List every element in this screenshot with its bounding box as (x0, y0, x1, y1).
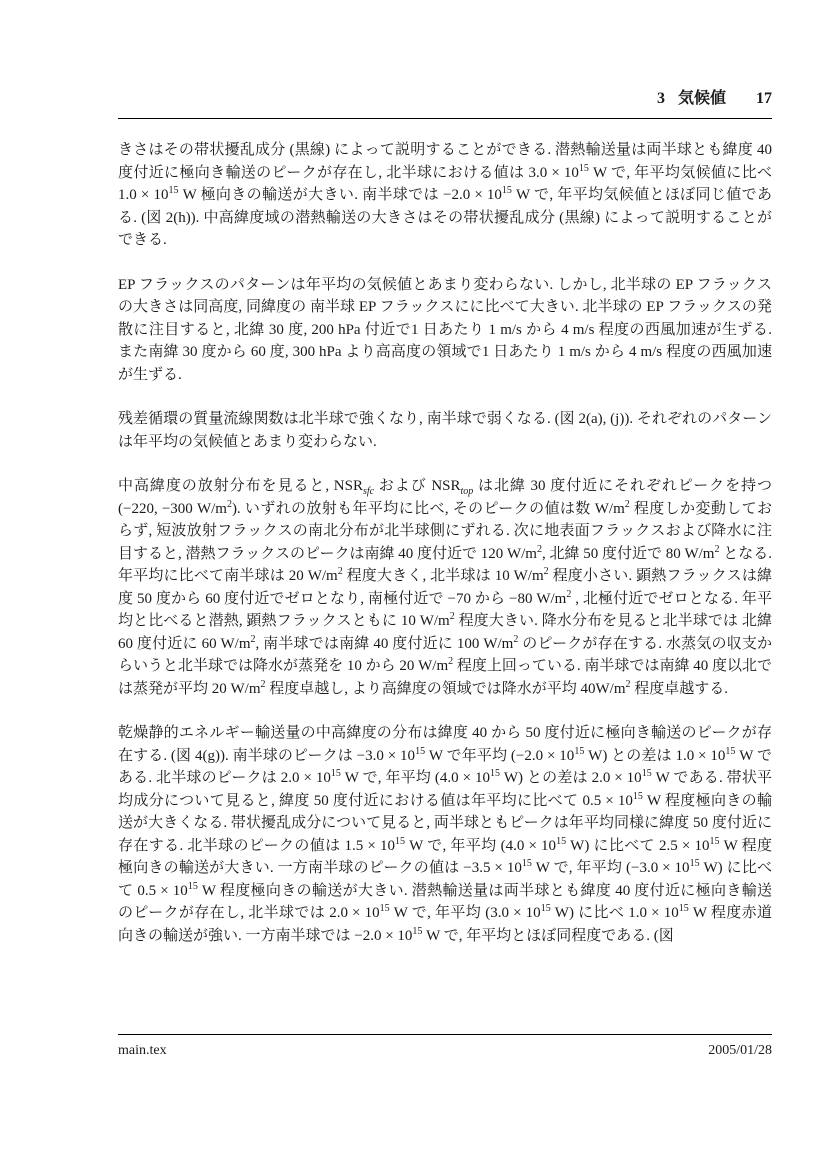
footer-filename: main.tex (118, 1043, 167, 1058)
section-title: 気候値 (677, 90, 726, 107)
paragraph: EP フラックスのパターンは年平均の気候値とあまり変わらない. しかし, 北半球の EP フラックスの大きさは同高度, 同緯度の 南半球 EP フラックスにに比べて大きい. 北半球の EP フラックスの発散に注目すると, 北緯 30 度, 200 hPa 付近で1 日あたり 1 m/s から 4 m/s 程度の西風加速が生ずる. また南緯 30 度から 60 度, 300 hPa より高高度の領域で1 日あたり 1 m/s から 4 m/s 程度の西風加速が生ずる. (118, 276, 772, 383)
paragraph: 中高緯度の放射分布を見ると, $NSR_{sfc}$ および $NSR_{top}$ は北緯 30 度付近にそれぞれピークを持つ (−220, −300 $W/m^2$). いずれの放射も年平均に比べ, そのピークの値は数 $W/m^2$ 程度しか変動しておらず, 短波放射フラックスの南北分布が北半球側にずれる. 次に地表面フラックスおよび降水に注目すると, 潜熱フラックスのピークは南緯 40 度付近で 120 $W/m^2$, 北緯 50 度付近で 80 $W/m^2$ となる. 年平均に比べて南半球は 20 $W/m^2$ 程度大きく, 北半球は 10 $W/m^2$ 程度小さい. 顕熱フラックスは緯度 50 度から 60 度付近でゼロとなり, 南極付近で −70 から −80 $W/m^2$ , 北極付近でゼロとなる. 年平均と比べると潜熱, 顕熱フラックスともに 10 $W/m^2$ 程度大きい. 降水分布を見ると北半球では 北緯 60 度付近に 60 $W/m^2$, 南半球では南緯 40 度付近に 100 $W/m^2$ のピークが存在する. 水蒸気の収支からいうと北半球では降水が蒸発を 10 から 20 $W/m^2$ 程度上回っている. 南半球では南緯 40 度以北では蒸発が平均 20 $W/m^2$ 程度卓越し, より高緯度の領域では降水が平均 $40W/m^2$ 程度卓越する. (118, 478, 773, 697)
paragraph: 残差循環の質量流線関数は北半球で強くなり, 南半球で弱くなる. (図 2(a), (j)). それぞれのパターンは年平均の気候値とあまり変わらない. (118, 411, 772, 450)
footer-date: 2005/01/28 (708, 1043, 772, 1058)
running-head (118, 91, 772, 107)
paragraph: 乾燥静的エネルギー輸送量の中高緯度の分布は緯度 40 から 50 度付近に極向き輸送のピークが存在する. (図 4(g)). 南半球のピークは $-3.0 \times 10^{15}$ W で年平均 ($-2.0 \times 10^{15}$ W) との差は $1.0 \times 10^{15}$ W である. 北半球のピークは $2.0 \times 10^{15}$ W で, 年平均 ($4.0 \times 10^{15}$ W) との差は $2.0 \times 10^{15}$ W である. 帯状平均成分について見ると, 緯度 50 度付近における値は年平均に比べて $0.5 \times 10^{15}$ W 程度極向きの輸送が大きくなる. 帯状擾乱成分について見ると, 両半球ともピークは年平均同様に緯度 50 度付近に存在する. 北半球のピークの値は $1.5 \times 10^{15}$ W で, 年平均 ($4.0 \times 10^{15}$ W) に比べて $2.5 \times 10^{15}$ W 程度極向きの輸送が大きい. 一方南半球のピークの値は $-3.5 \times 10^{15}$ W で, 年平均 ($-3.0 \times 10^{15}$ W) に比べて $0.5 \times 10^{15}$ W 程度極向きの輸送が大きい. 潜熱輸送量は両半球とも緯度 40 度付近に極向き輸送のピークが存在し, 北半球では $2.0 \times 10^{15}$ W で, 年平均 ($3.0 \times 10^{15}$ W) に比べ $1.0 \times 10^{15}$ W 程度赤道向きの輸送が強い. 一方南半球では $-2.0 \times 10^{15}$ W で, 年平均とほぼ同程度である. (図 (118, 725, 772, 944)
page-number: 17 (756, 90, 772, 107)
page-header (118, 91, 772, 119)
page-footer (118, 1034, 772, 1059)
body-text (118, 139, 772, 969)
section-number: 3 (656, 90, 665, 107)
section-heading (657, 91, 726, 107)
paragraph: きさはその帯状擾乱成分 (黒線) によって説明することができる. 潜熱輸送量は両半球とも緯度 40 度付近に極向き輸送のピークが存在し, 北半球における値は $3.0 \times 10^{15}$ W で, 年平均気候値に比べ $1.0 \times 10^{15}$ W 極向きの輸送が大きい. 南半球では $-2.0 \times 10^{15}$ W で, 年平均気候値とほぼ同じ値である. (図 2(h)). 中高緯度域の潜熱輸送の大きさはその帯状擾乱成分 (黒線) によって説明することができる. (118, 142, 773, 248)
